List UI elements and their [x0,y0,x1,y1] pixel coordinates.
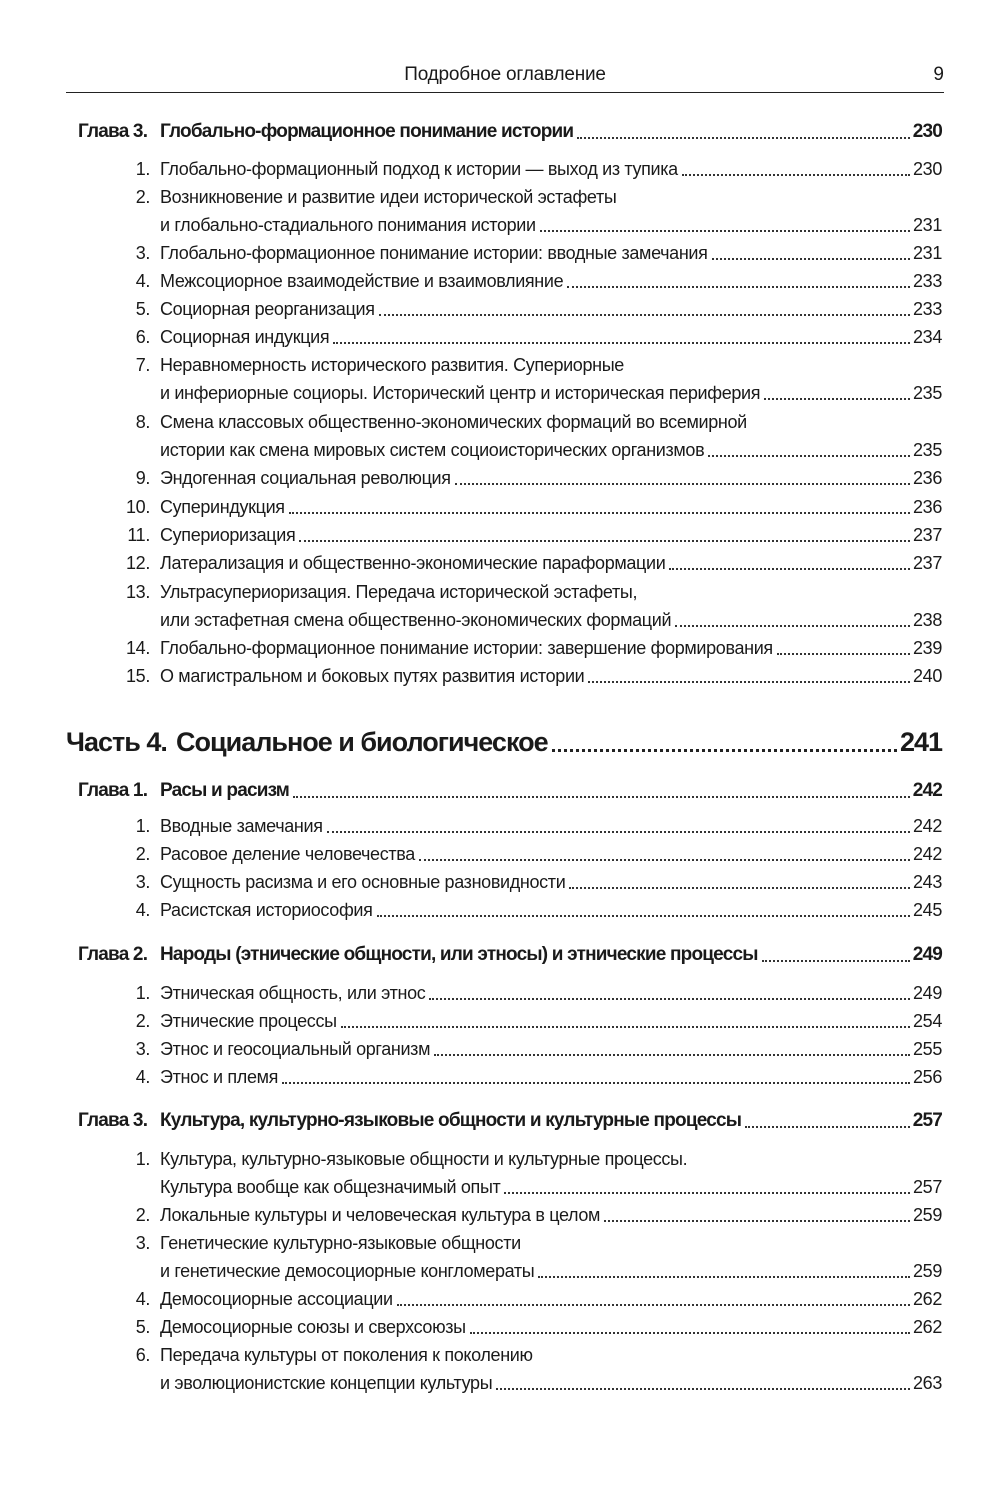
toc-page-number: 238 [913,610,942,630]
toc-title: Смена классовых общественно-экономических формаций во всемирной [160,412,747,432]
toc-number: 12. [126,553,150,573]
dot-leader [762,959,910,962]
dot-leader [397,1303,910,1306]
dot-leader [708,454,910,457]
toc-entry [0,896,1000,924]
dot-leader [341,1025,910,1028]
dot-leader [538,1275,910,1278]
toc-page-number: 243 [913,872,942,892]
toc-entry [0,1145,1000,1173]
toc-number: 3. [135,243,150,263]
toc-entry [0,351,1000,379]
dot-leader [567,285,910,288]
toc-title: Этнос и геосоциальный организм [160,1039,431,1059]
toc-entry [0,979,1000,1007]
toc-page-number: 259 [913,1205,942,1225]
dot-leader [588,680,910,683]
toc-page-number: 245 [913,900,942,920]
toc-entry [0,549,1000,577]
dot-leader [504,1191,910,1194]
toc-entry [0,267,1000,295]
toc-page-number: 240 [913,666,942,686]
dot-leader [470,1331,910,1334]
toc-page-number: 237 [913,525,942,545]
toc-entry [0,812,1000,840]
toc-page-number: 242 [913,816,942,836]
toc-entry [0,1341,1000,1369]
toc-title: Этнические процессы [160,1011,337,1031]
toc-number: 6. [135,1345,150,1365]
toc-page-number: 237 [913,553,942,573]
dot-leader [604,1219,910,1222]
toc-title: Латерализация и общественно-экономические параформации [160,553,666,573]
toc-chapter [0,941,1000,969]
toc-number: Часть 4. [66,727,167,757]
toc-entry [0,323,1000,351]
dot-leader [552,748,897,752]
toc-entry [0,578,1000,606]
toc-page-number: 257 [912,1110,942,1131]
dot-leader [577,136,909,139]
toc-number: 14. [126,638,150,658]
toc-title: Сущность расизма и его основные разновидности [160,872,566,892]
toc-title: Демосоциорные ассоциации [160,1289,393,1309]
toc-title: Народы (этнические общности, или этносы) и этнические процессы [160,944,758,965]
toc-number: 11. [127,525,150,545]
toc-number: Глава 2. [78,944,148,965]
toc-entry [0,1257,1000,1285]
toc-entry [0,295,1000,323]
toc-entry [0,408,1000,436]
toc-title: и глобально-стадиального понимания истории [160,215,536,235]
toc-page-number: 230 [912,121,942,142]
toc-entry [0,239,1000,267]
toc-entry [0,211,1000,239]
toc-number: 2. [135,1011,150,1031]
toc-number: 5. [135,299,150,319]
toc-number: 5. [135,1317,150,1337]
toc-chapter [0,118,1000,146]
dot-leader [669,567,910,570]
toc-entry [0,868,1000,896]
page-number: 9 [933,64,944,85]
toc-title: и эволюционистские концепции культуры [160,1373,493,1393]
toc-number: 7. [135,355,150,375]
toc-title: Возникновение и развитие идеи исторической эстафеты [160,187,617,207]
toc-number: 2. [135,187,150,207]
toc-title: Ультрасупериоризация. Передача исторической эстафеты, [160,582,638,602]
toc-page-number: 236 [913,468,942,488]
toc-page-number: 262 [913,1317,942,1337]
toc-number: 3. [135,1233,150,1253]
dot-leader [289,511,910,514]
toc-title: Локальные культуры и человеческая культура в целом [160,1205,601,1225]
dot-leader [569,886,910,889]
toc-title: Демосоциорные союзы и сверхсоюзы [160,1317,466,1337]
toc-entry [0,521,1000,549]
dot-leader [496,1387,910,1390]
dot-leader [682,173,910,176]
dot-leader [379,313,910,316]
dot-leader [293,795,910,798]
toc-number: 1. [135,1149,150,1169]
toc-entry [0,1369,1000,1397]
toc-page-number: 256 [913,1067,942,1087]
toc-entry [0,634,1000,662]
dot-leader [675,624,910,627]
toc-page-number: 234 [913,327,942,347]
toc-title: Глобально-формационное понимание истории: завершение формирования [160,638,773,658]
dot-leader [455,482,910,485]
toc-entry [0,1285,1000,1313]
toc-title: Межсоциорное взаимодействие и взаимовлияние [160,271,564,291]
toc-number: 2. [135,1205,150,1225]
toc-page-number: 263 [913,1373,942,1393]
toc-entry [0,1035,1000,1063]
toc-entry [0,1313,1000,1341]
toc-title: Глобально-формационное понимание истории [160,121,574,142]
toc-title: Неравномерность исторического развития. Супериорные [160,355,624,375]
toc-title: Глобально-формационное понимание истории: вводные замечания [160,243,708,263]
toc-page-number: 231 [913,215,942,235]
toc-title: Супериндукция [160,497,285,517]
toc-entry [0,464,1000,492]
toc-number: 3. [135,1039,150,1059]
toc-title: Социальное и биологическое [176,727,548,757]
toc-chapter [0,777,1000,805]
dot-leader [377,914,911,917]
toc-page-number: 231 [913,243,942,263]
toc-page-number: 235 [913,440,942,460]
toc-part [0,722,1000,762]
dot-leader [745,1125,909,1128]
toc-page-number: 249 [912,944,942,965]
toc-number: 13. [126,582,150,602]
dot-leader [764,397,910,400]
toc-page-number: 259 [913,1261,942,1281]
dot-leader [333,341,910,344]
toc-title: и инфериорные социоры. Исторический центр и историческая периферия [160,383,761,403]
toc-title: Расовое деление человечества [160,844,415,864]
toc-title: Социорная индукция [160,327,330,347]
toc-title: Глобально-формационный подход к истории — выход из тупика [160,159,678,179]
toc-page-number: 230 [913,159,942,179]
dot-leader [540,229,910,232]
dot-leader [777,652,910,655]
toc-number: 9. [135,468,150,488]
toc-title: Социорная реорганизация [160,299,375,319]
toc-title: Расы и расизм [160,780,290,801]
toc-page-number: 241 [899,727,942,757]
running-title: Подробное оглавление [404,64,606,85]
toc-entry [0,493,1000,521]
toc-title: истории как смена мировых систем социоисторических организмов [160,440,705,460]
toc-title: Вводные замечания [160,816,323,836]
toc-title: Этнос и племя [160,1067,279,1087]
toc-page-number: 249 [913,983,942,1003]
toc-entry [0,1201,1000,1229]
toc-entry [0,662,1000,690]
toc-entry [0,1007,1000,1035]
dot-leader [419,858,910,861]
running-header [66,62,944,93]
toc-entry [0,606,1000,634]
toc-page-number: 235 [913,383,942,403]
toc-number: Глава 3. [78,121,148,142]
toc-page-number: 262 [913,1289,942,1309]
dot-leader [712,257,910,260]
toc-title: Эндогенная социальная революция [160,468,451,488]
toc-page-number: 242 [912,780,942,801]
toc-entry [0,840,1000,868]
toc-title: О магистральном и боковых путях развития истории [160,666,585,686]
toc-entry [0,1173,1000,1201]
toc-page-number: 236 [913,497,942,517]
dot-leader [282,1081,910,1084]
toc-title: Этническая общность, или этнос [160,983,426,1003]
toc-title: и генетические демосоциорные конгломераты [160,1261,535,1281]
toc-number: 6. [135,327,150,347]
toc-title: Культура, культурно-языковые общности и культурные процессы [160,1110,742,1131]
toc-title: Культура вообще как общезначимый опыт [160,1177,501,1197]
toc-entry [0,436,1000,464]
toc-number: 4. [135,1067,150,1087]
toc-entry [0,155,1000,183]
dot-leader [327,830,910,833]
dot-leader [299,539,910,542]
toc-page-number: 257 [913,1177,942,1197]
toc-title: Генетические культурно-языковые общности [160,1233,521,1253]
toc-number: 10. [126,497,150,517]
toc-number: 8. [135,412,150,432]
toc-page-number: 242 [913,844,942,864]
toc-page-number: 233 [913,271,942,291]
toc-number: 15. [126,666,150,686]
dot-leader [429,997,910,1000]
toc-number: 1. [135,983,150,1003]
toc-number: 2. [135,844,150,864]
toc-page-number: 233 [913,299,942,319]
toc-chapter [0,1107,1000,1135]
toc-number: 3. [135,872,150,892]
toc-number: 4. [135,900,150,920]
toc-page-number: 239 [913,638,942,658]
toc-title: или эстафетная смена общественно-экономических формаций [160,610,672,630]
toc-entry [0,379,1000,407]
toc-number: Глава 1. [78,780,148,801]
toc-number: 1. [135,816,150,836]
toc-page-number: 254 [913,1011,942,1031]
toc-entry [0,183,1000,211]
toc-title: Расистская историософия [160,900,373,920]
toc-title: Супериоризация [160,525,296,545]
toc-entry [0,1063,1000,1091]
toc-title: Передача культуры от поколения к поколению [160,1345,533,1365]
toc-title: Культура, культурно-языковые общности и культурные процессы. [160,1149,688,1169]
toc-entry [0,1229,1000,1257]
dot-leader [434,1053,910,1056]
toc-number: Глава 3. [78,1110,148,1131]
toc-number: 1. [135,159,150,179]
toc-number: 4. [135,271,150,291]
toc-number: 4. [135,1289,150,1309]
toc-page-number: 255 [913,1039,942,1059]
